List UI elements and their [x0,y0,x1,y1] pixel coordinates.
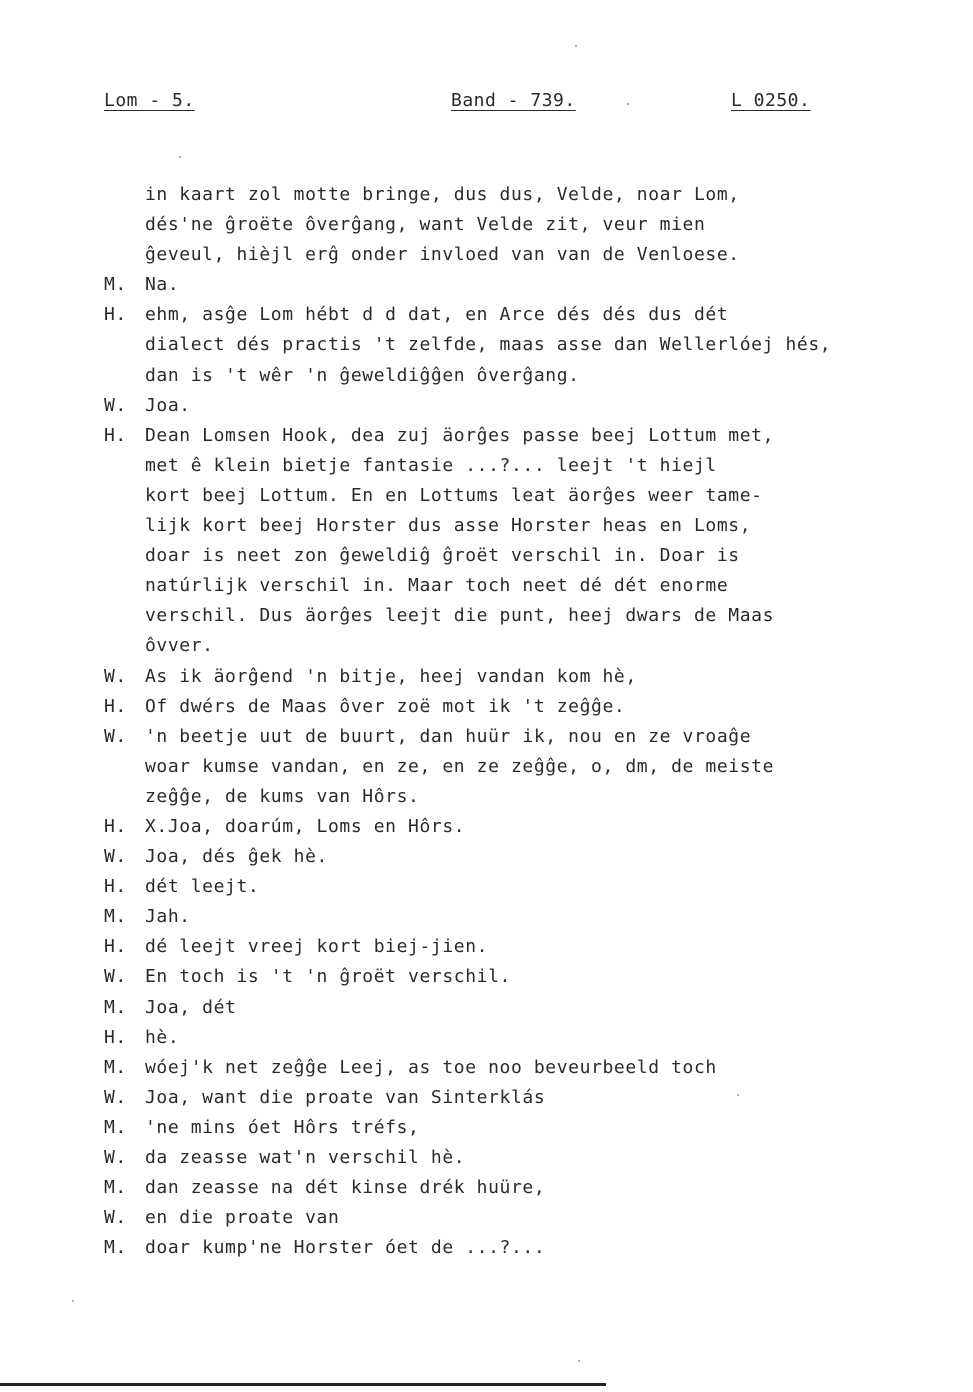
transcript-line [104,993,864,1023]
transcript-line [104,1083,864,1113]
speaker-label [104,330,145,360]
speaker-label [104,451,145,481]
speaker-label: W. [104,394,127,416]
speaker-label: M. [104,906,127,928]
speaker-label: H. [104,304,127,326]
transcript-line [104,932,864,962]
transcript-line [104,210,864,240]
speaker-label: W. [104,966,127,988]
transcript-line [104,571,864,601]
utterance-text: dét leejt. [145,876,260,898]
speaker-label: M. [104,996,127,1018]
speaker-label: W. [104,1147,127,1168]
utterance-text: Jah. [145,906,191,928]
utterance-text: verschil. Dus äorĝes leejt die punt, heej dwars de Maas [145,605,775,627]
transcript-line [104,180,864,210]
speaker-label: H. [104,936,127,958]
speaker-label: W. [104,1207,127,1229]
page-header [0,90,973,118]
utterance-text: 'n beetje uut de buurt, dan huür ik, nou en ze vroaĝe [145,725,752,747]
speaker-label [104,511,145,541]
transcript-line [104,1143,864,1173]
utterance-text: da zeasse wat'n verschil hè. [145,1147,466,1168]
transcript-line [104,1113,864,1143]
speaker-label [104,361,145,391]
speaker-label: H. [104,695,127,717]
speaker-label [104,240,145,270]
transcript-line [104,451,864,481]
speaker-label [104,571,145,601]
speaker-label: M. [104,274,127,296]
scan-speck [578,1360,580,1362]
transcript-line [104,1173,864,1203]
transcript-line [104,722,864,752]
utterance-text: En toch is 't 'n ĝroët verschil. [145,966,511,988]
transcript-line [104,511,864,541]
header-band-number: Band - 739. [451,90,576,111]
utterance-text: Dean Lomsen Hook, dea zuj äorĝes passe beej Lottum met, [145,424,775,446]
transcript-line [104,692,864,722]
utterance-text: wóej'k net zeĝĝe Leej, as toe noo beveurbeeld toch [145,1056,717,1078]
speaker-label: H. [104,1026,127,1048]
transcript-line [104,421,864,451]
utterance-text: kort beej Lottum. En en Lottums leat äorĝes weer tame- [145,484,763,506]
utterance-text: natúrlijk verschil in. Maar toch neet dé dét enorme [145,575,729,597]
utterance-text: doar kump'ne Horster óet de ...?... [145,1237,546,1259]
utterance-text: hè. [145,1026,180,1048]
scan-speck [737,1094,739,1096]
speaker-label [104,782,145,812]
utterance-text: Na. [145,274,180,296]
speaker-label: W. [104,1086,127,1108]
scan-speck [627,103,629,105]
transcript-line [104,662,864,692]
utterance-text: dan is 't wêr 'n ĝeweldiĝĝen ôverĝang. [145,364,580,386]
utterance-text: lijk kort beej Horster dus asse Horster heas en Loms, [145,515,752,537]
transcript-line [104,300,864,330]
speaker-label: M. [104,1056,127,1078]
transcript-line [104,1053,864,1083]
transcript-line [104,270,864,300]
transcript-line [104,782,864,812]
header-left-reference: Lom - 5. [104,90,195,111]
speaker-label [104,631,145,661]
transcript-line [104,361,864,391]
transcript-line [104,601,864,631]
scan-speck [575,45,577,47]
utterance-text: Joa, want die proate van Sinterklás [145,1086,546,1108]
speaker-label: M. [104,1177,127,1199]
utterance-text: ôvver. [145,635,214,657]
utterance-text: Of dwérs de Maas ôver zoë mot ik 't zeĝĝe. [145,695,626,717]
speaker-label [104,210,145,240]
transcript-line [104,872,864,902]
utterance-text: dialect dés practis 't zelfde, maas asse dan Wellerlóej hés, [145,334,832,356]
utterance-text: dan zeasse na dét kinse drék huüre, [145,1177,546,1199]
transcript-line [104,812,864,842]
transcript-line [104,962,864,992]
speaker-label: H. [104,424,127,446]
transcript-line [104,1023,864,1053]
speaker-label [104,541,145,571]
speaker-label: H. [104,876,127,898]
speaker-label: M. [104,1237,127,1259]
utterance-text: in kaart zol motte bringe, dus dus, Velde, noar Lom, [145,184,740,205]
transcript-line [104,631,864,661]
transcript-line [104,330,864,360]
utterance-text: woar kumse vandan, en ze, en ze zeĝĝe, o, dm, de meiste [145,755,775,777]
utterance-text: dés'ne ĝroëte ôverĝang, want Velde zit, veur mien [145,214,706,236]
transcript-line [104,481,864,511]
utterance-text: As ik äorĝend 'n bitje, heej vandan kom hè, [145,665,637,687]
utterance-text: zeĝĝe, de kums van Hôrs. [145,785,420,807]
speaker-label: H. [104,815,127,837]
speaker-label [104,180,145,210]
utterance-text: en die proate van [145,1207,340,1229]
speaker-label [104,481,145,511]
utterance-text: Joa. [145,394,191,416]
transcript-line [104,902,864,932]
transcript-line [104,752,864,782]
utterance-text: dé leejt vreej kort biej-jien. [145,936,489,958]
utterance-text: met ê klein bietje fantasie ...?... leejt 't hiejl [145,454,717,476]
bottom-rule [0,1383,606,1386]
utterance-text: ehm, asĝe Lom hébt d d dat, en Arce dés dés dus dét [145,304,729,326]
utterance-text: X.Joa, doarúm, Loms en Hôrs. [145,815,466,837]
transcript-body [104,180,864,1263]
speaker-label [104,601,145,631]
speaker-label: W. [104,846,127,868]
scan-speck [72,1300,74,1302]
transcript-line [104,541,864,571]
transcript-line [104,1233,864,1263]
transcript-line [104,240,864,270]
utterance-text: ĝeveul, hièjl erĝ onder invloed van van de Venloese. [145,244,740,266]
utterance-text: 'ne mins óet Hôrs tréfs, [145,1116,420,1138]
transcript-line [104,1203,864,1233]
speaker-label [104,752,145,782]
transcript-line [104,842,864,872]
speaker-label: W. [104,725,127,747]
speaker-label: W. [104,665,127,687]
utterance-text: doar is neet zon ĝeweldiĝ ĝroët verschil in. Doar is [145,545,740,567]
utterance-text: Joa, dés ĝek hè. [145,846,328,868]
utterance-text: Joa, dét [145,996,237,1018]
transcript-line [104,391,864,421]
header-document-code: L 0250. [731,90,811,111]
scan-speck [179,156,181,158]
speaker-label: M. [104,1116,127,1138]
